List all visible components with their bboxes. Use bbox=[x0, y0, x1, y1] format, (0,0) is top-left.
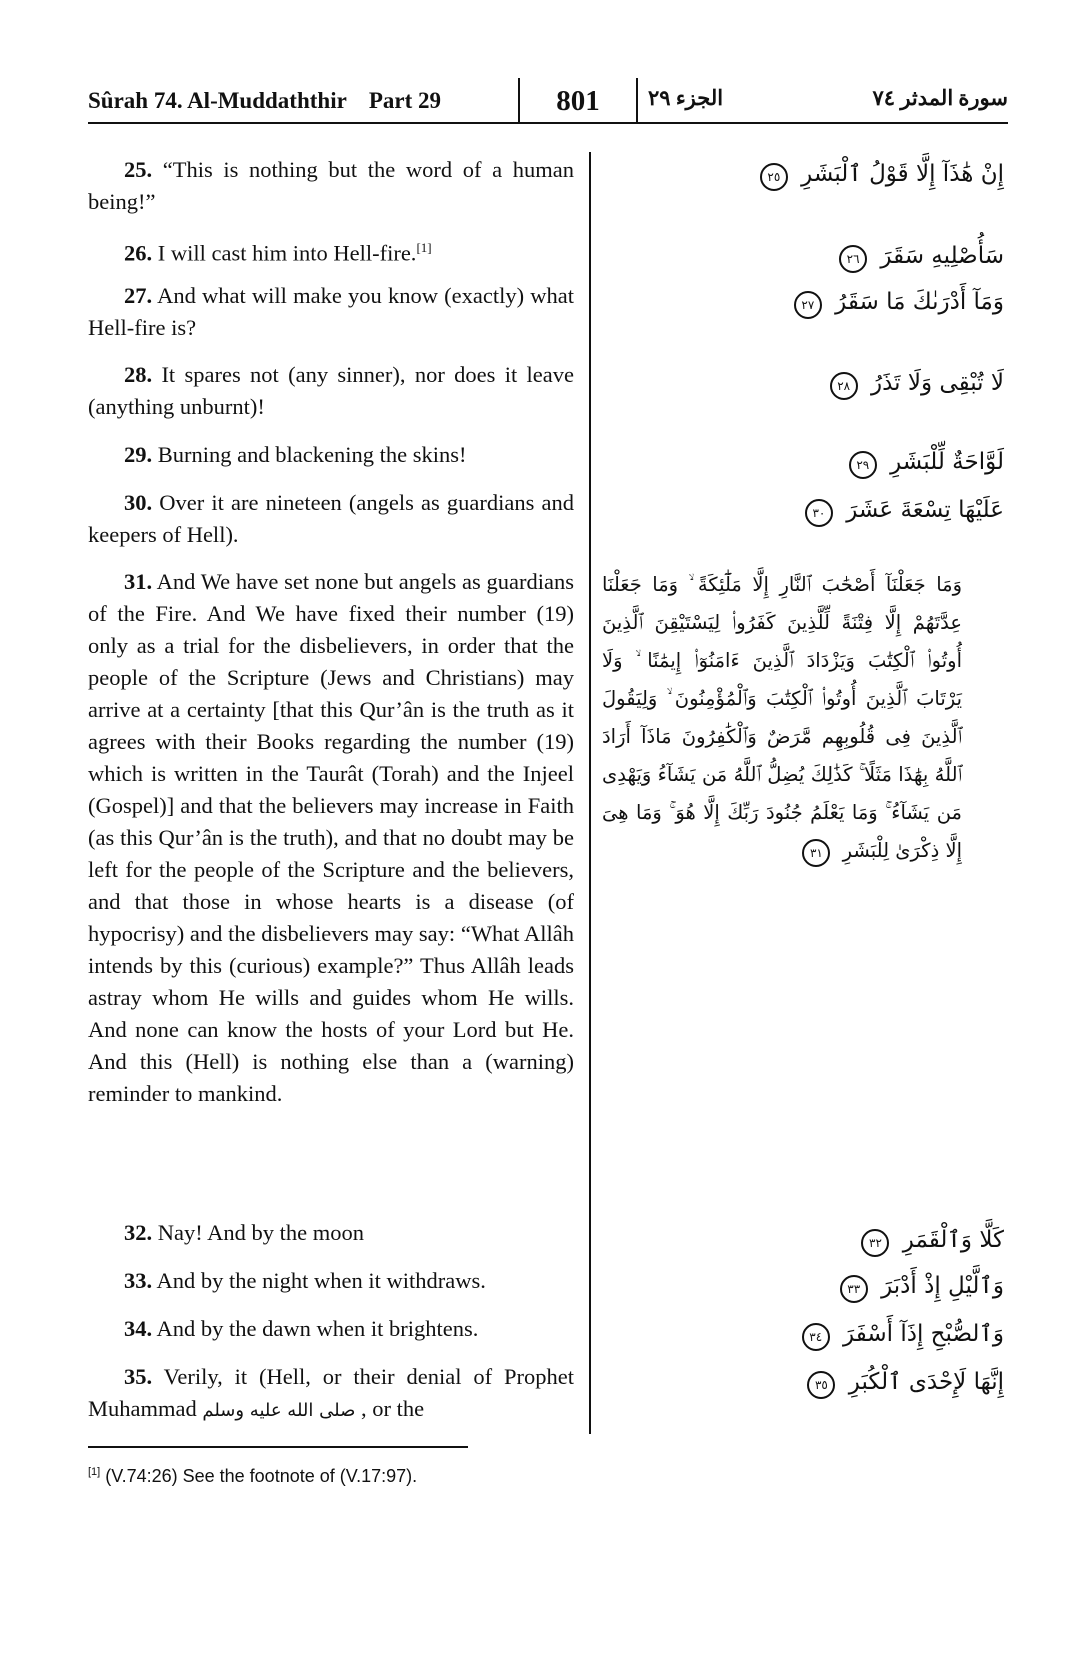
verse-number-ar: ٣٠ bbox=[805, 499, 833, 527]
surah-title-ar: سورة المدثر ٧٤ bbox=[872, 86, 1008, 110]
verse-ar-35: إِنَّهَا لَإِحْدَى ٱلْكُبَرِ ٣٥ bbox=[624, 1364, 1004, 1400]
verse-en-33: 33. And by the night when it withdraws. bbox=[124, 1268, 486, 1293]
verse-ar-29: لَوَّاحَةٌ لِّلْبَشَرِ ٢٩ bbox=[624, 444, 1004, 480]
verse-number-ar: ٣٣ bbox=[840, 1275, 868, 1303]
header-english bbox=[88, 88, 441, 114]
verse-ar-33: وَٱلَّيْلِ إِذْ أَدْبَرَ ٣٣ bbox=[624, 1268, 1004, 1304]
page-header bbox=[88, 78, 1008, 122]
verse-ar-28: لَا تُبْقِى وَلَا تَذَرُ ٢٨ bbox=[624, 365, 1004, 401]
verse-ar-32: كَلَّا وَٱلْقَمَرِ ٣٢ bbox=[624, 1222, 1004, 1258]
verse-ar-30: عَلَيْهَا تِسْعَةَ عَشَرَ ٣٠ bbox=[624, 492, 1004, 528]
verse-ar-31: وَمَا جَعَلْنَآ أَصْحَٰبَ ٱلنَّارِ إِلَّا مَلَٰٓئِكَةً ۙ وَمَا جَعَلْنَا عِدَّتَهُمْ إِلَّا فِتْنَةً لِّلَّذِينَ كَفَرُوا۟ لِيَسْتَيْقِنَ ٱلَّذِينَ أُوتُوا۟ ٱلْكِتَٰبَ وَيَزْدَادَ ٱلَّذِينَ ءَامَنُوٓا۟ إِيمَٰنًا ۙ وَلَا يَرْتَابَ ٱلَّذِينَ أُوتُوا۟ ٱلْكِتَٰبَ وَٱلْمُؤْمِنُونَ ۙ وَلِيَقُولَ ٱلَّذِينَ فِى قُلُوبِهِم مَّرَضٌ وَٱلْكَٰفِرُونَ مَاذَآ أَرَادَ ٱللَّهُ بِهَٰذَا مَثَلًا ۚ كَذَٰلِكَ يُضِلُّ ٱللَّهُ مَن يَشَآءُ وَيَهْدِى مَن يَشَآءُ ۚ وَمَا يَعْلَمُ جُنُودَ رَبِّكَ إِلَّا هُوَ ۚ وَمَا هِىَ إِلَّا ذِكْرَىٰ لِلْبَشَرِ ٣١ bbox=[602, 566, 962, 870]
header-rule bbox=[88, 122, 1008, 124]
verse-number-ar: ٢٩ bbox=[849, 451, 877, 479]
verse-ar-34: وَٱلصُّبْحِ إِذَآ أَسْفَرَ ٣٤ bbox=[624, 1316, 1004, 1352]
footnote-marker: [1] bbox=[416, 240, 432, 255]
verse-en-32: 32. Nay! And by the moon bbox=[124, 1220, 364, 1245]
verse-ar-25: إِنْ هَٰذَآ إِلَّا قَوْلُ ٱلْبَشَرِ ٢٥ bbox=[624, 156, 1004, 192]
surah-title-en: Sûrah 74. Al-Muddaththir bbox=[88, 88, 347, 113]
verse-en-25: 25. “This is nothing but the word of a human being!” bbox=[88, 157, 574, 214]
verse-en-30: 30. Over it are nineteen (angels as guardians and keepers of Hell). bbox=[88, 490, 574, 547]
verse-en-29: 29. Burning and blackening the skins! bbox=[124, 442, 467, 467]
verse-en-26: 26. I will cast him into Hell-fire.[1] bbox=[124, 240, 432, 266]
part-label-en: Part 29 bbox=[368, 88, 441, 113]
salutation-ar: صلى الله عليه وسلم bbox=[202, 1400, 356, 1421]
column-divider bbox=[589, 152, 591, 1434]
verse-en-34: 34. And by the dawn when it brightens. bbox=[124, 1316, 479, 1341]
verse-number-ar: ٣٤ bbox=[802, 1323, 830, 1351]
verse-en-31: 31. And We have set none but angels as guardians of the Fire. And We have fixed their number (19) only as a trial for the disbelievers, in order that the people of the Scripture (Jews and Christians) may arrive at a certainty [that this Qur’ân is the truth as it agrees with their Books regarding the number (19) which is written in the Taurât (Torah) and the Injeel (Gospel)] and that the believers may increase in Faith (as this Qur’ân is the truth), and that no doubt may be left for the people of the Scripture and the believers, and that those in whose hearts is a disease (of hypocrisy) and the disbelievers may say: “What Allâh intends by this (curious) example?” Thus Allâh leads astray whom He wills and guides whom He wills. And none can know the hosts of your Lord but He. And this (Hell) is nothing else than a (warning) reminder to mankind. bbox=[88, 569, 574, 1106]
verse-number-ar: ٢٦ bbox=[839, 245, 867, 273]
verse-ar-26: سَأُصْلِيهِ سَقَرَ ٢٦ bbox=[624, 238, 1004, 274]
verse-number-ar: ٢٧ bbox=[794, 291, 822, 319]
page-number: 801 bbox=[518, 78, 638, 122]
verse-number-ar: ٣١ bbox=[802, 839, 830, 867]
verse-en-27: 27. And what will make you know (exactly) what Hell-fire is? bbox=[88, 283, 574, 340]
verse-number-ar: ٣٥ bbox=[807, 1371, 835, 1399]
verse-en-35: 35. Verily, it (Hell, or their denial of Prophet Muhammad صلى الله عليه وسلم , or the bbox=[88, 1364, 574, 1421]
juz-label-ar: الجزء ٢٩ bbox=[648, 86, 724, 110]
verse-number-ar: ٣٢ bbox=[861, 1229, 889, 1257]
footnote: [1] (V.74:26) See the footnote of (V.17:97). bbox=[88, 1466, 418, 1486]
verse-number-ar: ٢٥ bbox=[760, 163, 788, 191]
verse-ar-27: وَمَآ أَدْرَىٰكَ مَا سَقَرُ ٢٧ bbox=[624, 284, 1004, 320]
footnote-marker: [1] bbox=[88, 1466, 101, 1478]
footnote-rule bbox=[88, 1446, 468, 1448]
verse-en-28: 28. It spares not (any sinner), nor does it leave (anything unburnt)! bbox=[88, 362, 574, 419]
verse-number-ar: ٢٨ bbox=[830, 372, 858, 400]
